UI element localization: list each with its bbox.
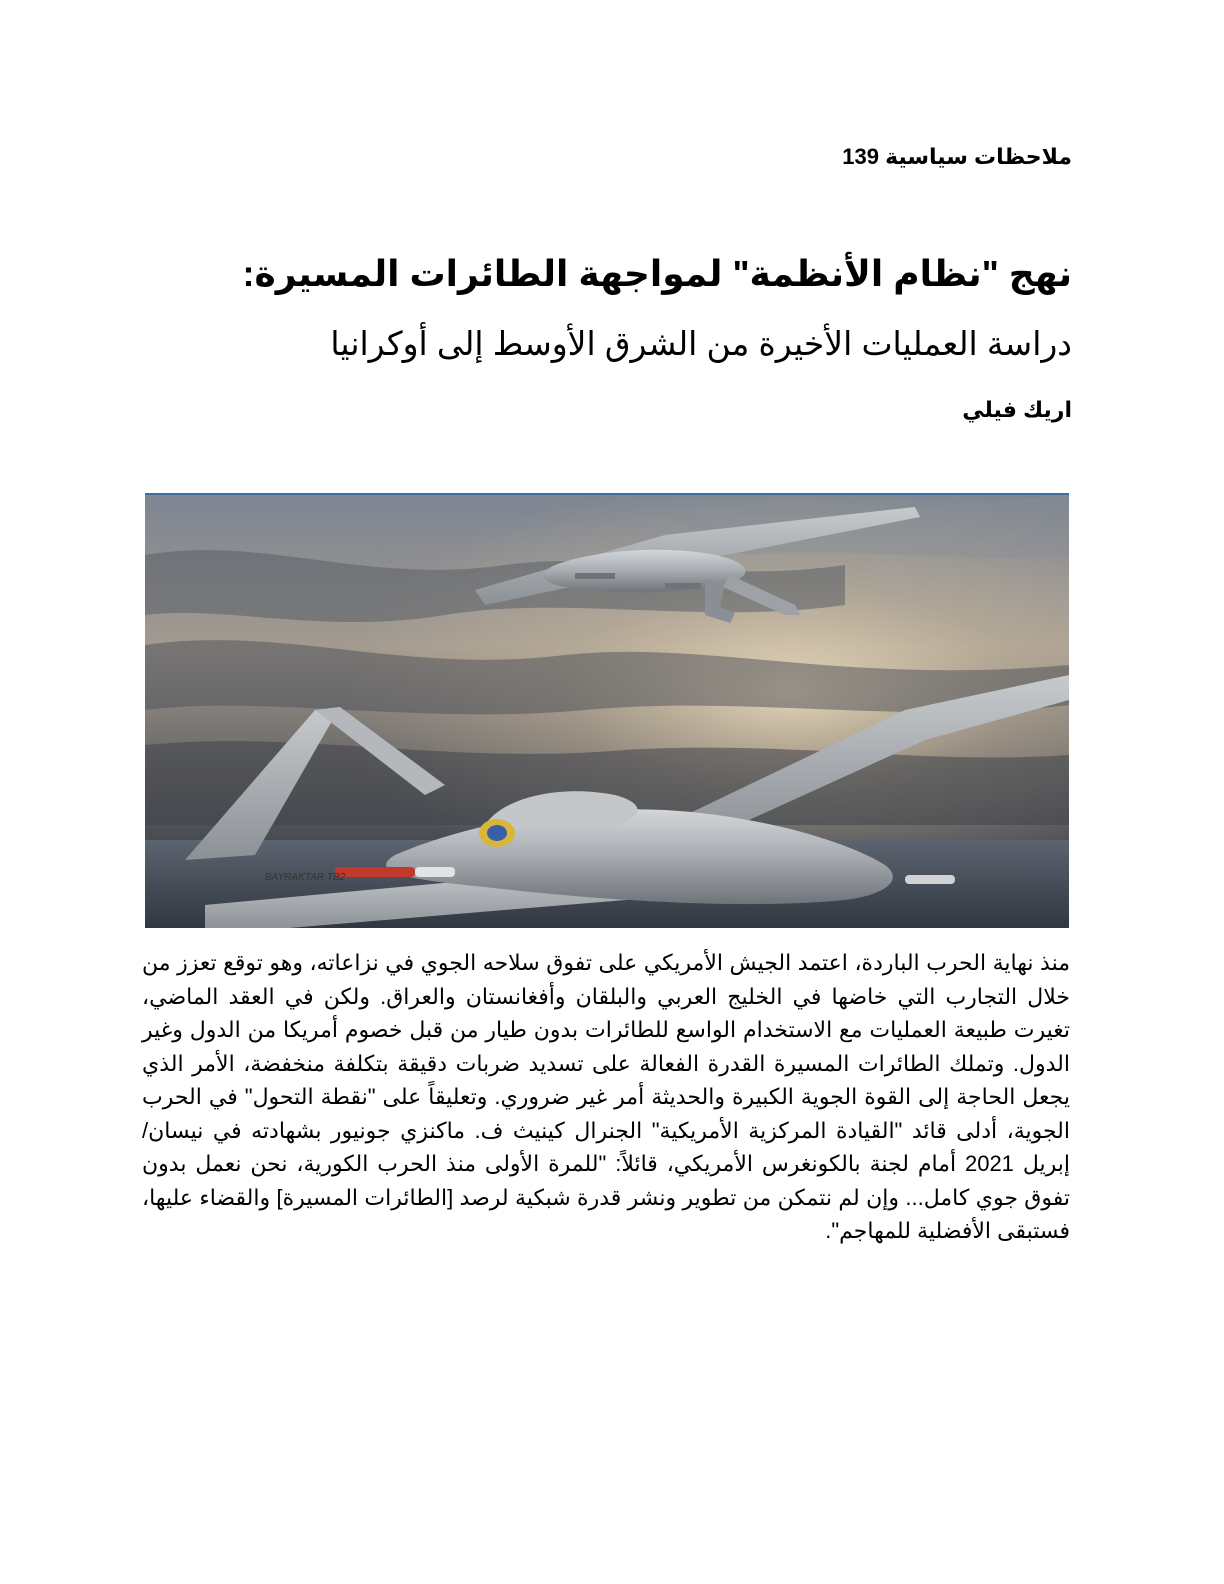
series-label: ملاحظات سياسية 139: [842, 144, 1072, 169]
drone-photo-illustration: [145, 495, 1069, 928]
author-name: اريك فيلي: [962, 397, 1072, 422]
drone-photo: [145, 493, 1069, 928]
wing-marking: BAYRAKTAR TB2: [265, 872, 346, 883]
document-title: نهج "نظام الأنظمة" لمواجهة الطائرات المسيرة:: [242, 253, 1072, 294]
document-subtitle: دراسة العمليات الأخيرة من الشرق الأوسط إلى أوكرانيا: [330, 325, 1072, 362]
body-paragraph: منذ نهاية الحرب الباردة، اعتمد الجيش الأمريكي على تفوق سلاحه الجوي في نزاعاته، وهو توقع تعزز من خلال التجارب التي خاضها في الخليج العربي والبلقان وأفغانستان والعراق. ولكن في العقد الماضي، تغيرت طبيعة العمليات مع الاستخدام الواسع للطائرات بدون طيار من قبل خصوم أمريكا من الدول وغير الدول. وتملك الطائرات المسيرة القدرة الفعالة على تسديد ضربات دقيقة بتكلفة منخفضة، الأمر الذي يجعل الحاجة إلى القوة الجوية الكبيرة والحديثة أمر غير ضروري. وتعليقاً على "نقطة التحول" في الحرب الجوية، أدلى قائد "القيادة المركزية الأمريكية" الجنرال كينيث ف. ماكنزي جونيور بشهادته في نيسان/إبريل 2021 أمام لجنة بالكونغرس الأمريكي، قائلاً: "للمرة الأولى منذ الحرب الكورية، نحن نعمل بدون تفوق جوي كامل... وإن لم نتمكن من تطوير ونشر قدرة شبكية لرصد [الطائرات المسيرة] والقضاء عليها، فستبقى الأفضلية للمهاجم".: [142, 950, 1070, 1243]
